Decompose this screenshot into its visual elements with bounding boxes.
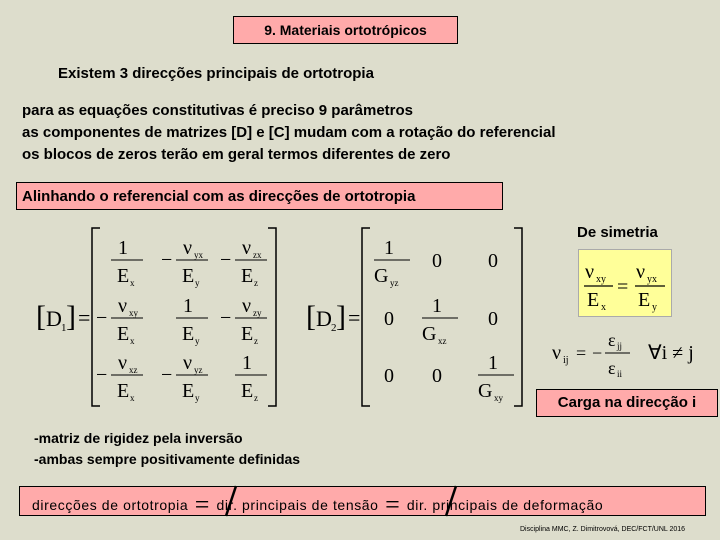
denominator-subscript: x <box>130 278 135 288</box>
matrix-zero: 0 <box>384 365 394 387</box>
credit: Disciplina MMC, Z. Dimitrovová, DEC/FCT/UNL 2016 <box>520 526 686 533</box>
d1-open-bracket: [ <box>36 300 46 333</box>
matrix-numerator: 1 <box>432 295 442 317</box>
denominator-subscript: xy <box>494 393 503 403</box>
paragraph-line: os blocos de zeros terão em geral termos diferentes de zero <box>22 146 451 163</box>
minus-sign: − <box>220 249 232 271</box>
page-title: 9. Materiais ortotrópicos <box>233 16 458 44</box>
d2-symbol: D <box>316 306 332 331</box>
sym-rhs-num-sub: yx <box>647 274 657 285</box>
minus-sign: − <box>96 364 108 386</box>
sym-rhs-num: ν <box>636 261 646 283</box>
d2-left-bracket <box>362 228 370 406</box>
poisson-lhs: ν <box>552 342 562 364</box>
denominator-subscript: y <box>195 336 200 346</box>
matrix-denominator: E <box>182 323 195 345</box>
symmetry-equation <box>578 249 672 317</box>
bottom-part: dir. principais de tensão <box>216 497 379 513</box>
bottom-part: direcções de ortotropia <box>32 497 189 513</box>
matrix-denominator: E <box>241 380 254 402</box>
matrix-numerator: ν <box>183 237 193 259</box>
poisson-den: ε <box>608 358 616 378</box>
denominator-subscript: z <box>254 278 258 288</box>
d1-right-bracket <box>268 228 276 406</box>
d2-cells <box>374 237 514 403</box>
intro-paragraph <box>22 100 555 166</box>
poisson-lhs-sub: ij <box>563 355 569 366</box>
subtitle: Existem 3 direcções principais de ortotropia <box>58 65 374 82</box>
matrix-denominator: E <box>117 380 130 402</box>
d2-right-bracket <box>514 228 522 406</box>
d1-subscript: 1 <box>61 322 67 334</box>
minus-sign: − <box>220 307 232 329</box>
matrix-denominator: E <box>117 265 130 287</box>
sym-lhs-den: E <box>587 289 600 311</box>
poisson-equation <box>548 326 718 384</box>
matrix-denominator: G <box>374 265 389 287</box>
not-equal-sign: = <box>385 490 401 519</box>
matrix-zero: 0 <box>488 308 498 330</box>
numerator-subscript: yx <box>194 250 203 260</box>
denominator-subscript: y <box>195 393 200 403</box>
matrix-numerator: ν <box>242 237 252 259</box>
poisson-den-sub: ii <box>617 369 623 379</box>
matrix-numerator: 1 <box>118 237 128 259</box>
bottom-part: dir. principais de deformação <box>406 497 604 513</box>
note-line: -ambas sempre positivamente definidas <box>34 451 301 467</box>
matrix-zero: 0 <box>432 250 442 272</box>
matrix-numerator: ν <box>242 295 252 317</box>
poisson-num-sub: jj <box>617 341 623 351</box>
matrix-numerator: 1 <box>183 295 193 317</box>
notes <box>34 428 300 470</box>
minus-sign: − <box>96 307 108 329</box>
matrix-denominator: G <box>478 380 493 402</box>
d1-close-bracket: ] <box>66 300 76 333</box>
numerator-subscript: zx <box>253 250 262 260</box>
matrix-numerator: 1 <box>384 237 394 259</box>
numerator-subscript: yz <box>194 365 203 375</box>
symmetry-label: De simetria <box>577 224 658 241</box>
matrix-numerator: 1 <box>242 352 252 374</box>
denominator-subscript: yz <box>390 278 399 288</box>
d1-symbol: D <box>46 306 62 331</box>
minus-sign: − <box>161 249 173 271</box>
d2-subscript: 2 <box>331 322 337 334</box>
denominator-subscript: y <box>195 278 200 288</box>
not-equal-slashes <box>0 480 720 520</box>
load-label: Carga na direcção i <box>536 389 718 417</box>
denominator-subscript: z <box>254 336 258 346</box>
d1-cells <box>96 237 267 403</box>
minus-sign: − <box>161 364 173 386</box>
d2-equals: = <box>348 305 361 330</box>
matrix-zero: 0 <box>384 308 394 330</box>
matrix-d2 <box>300 222 530 412</box>
matrix-denominator: G <box>422 323 437 345</box>
poisson-equals: = <box>576 343 587 363</box>
numerator-subscript: xz <box>129 365 138 375</box>
poisson-condition: ∀i ≠ j <box>648 342 694 364</box>
sym-lhs-num: ν <box>585 261 595 283</box>
matrix-zero: 0 <box>432 365 442 387</box>
aligned-label: Alinhando o referencial com as direcções de ortotropia <box>16 182 503 210</box>
paragraph-line: as componentes de matrizes [D] e [C] mudam com a rotação do referencial <box>22 124 556 141</box>
not-equal-sign: = <box>194 490 210 519</box>
matrix-denominator: E <box>182 265 195 287</box>
denominator-subscript: xz <box>438 336 447 346</box>
matrix-numerator: ν <box>118 295 128 317</box>
sym-rhs-den: E <box>638 289 651 311</box>
d2-open-bracket: [ <box>306 300 316 333</box>
paragraph-line: para as equações constitutivas é preciso 9 parâmetros <box>22 102 414 119</box>
denominator-subscript: z <box>254 393 258 403</box>
matrix-d1 <box>30 222 280 412</box>
matrix-numerator: ν <box>118 352 128 374</box>
sym-lhs-num-sub: xy <box>596 274 606 285</box>
poisson-num: ε <box>608 330 616 350</box>
numerator-subscript: zy <box>253 308 262 318</box>
poisson-minus: − <box>592 343 603 363</box>
denominator-subscript: x <box>130 393 135 403</box>
note-line: -matriz de rigidez pela inversão <box>34 430 243 446</box>
sym-lhs-den-sub: x <box>601 302 606 313</box>
matrix-denominator: E <box>241 323 254 345</box>
matrix-zero: 0 <box>488 250 498 272</box>
sym-equals: = <box>617 276 629 298</box>
matrix-numerator: ν <box>183 352 193 374</box>
matrix-denominator: E <box>117 323 130 345</box>
sym-rhs-den-sub: y <box>652 302 657 313</box>
denominator-subscript: x <box>130 336 135 346</box>
d1-equals: = <box>78 305 91 330</box>
matrix-numerator: 1 <box>488 352 498 374</box>
matrix-denominator: E <box>241 265 254 287</box>
matrix-denominator: E <box>182 380 195 402</box>
numerator-subscript: xy <box>129 308 138 318</box>
d2-close-bracket: ] <box>336 300 346 333</box>
